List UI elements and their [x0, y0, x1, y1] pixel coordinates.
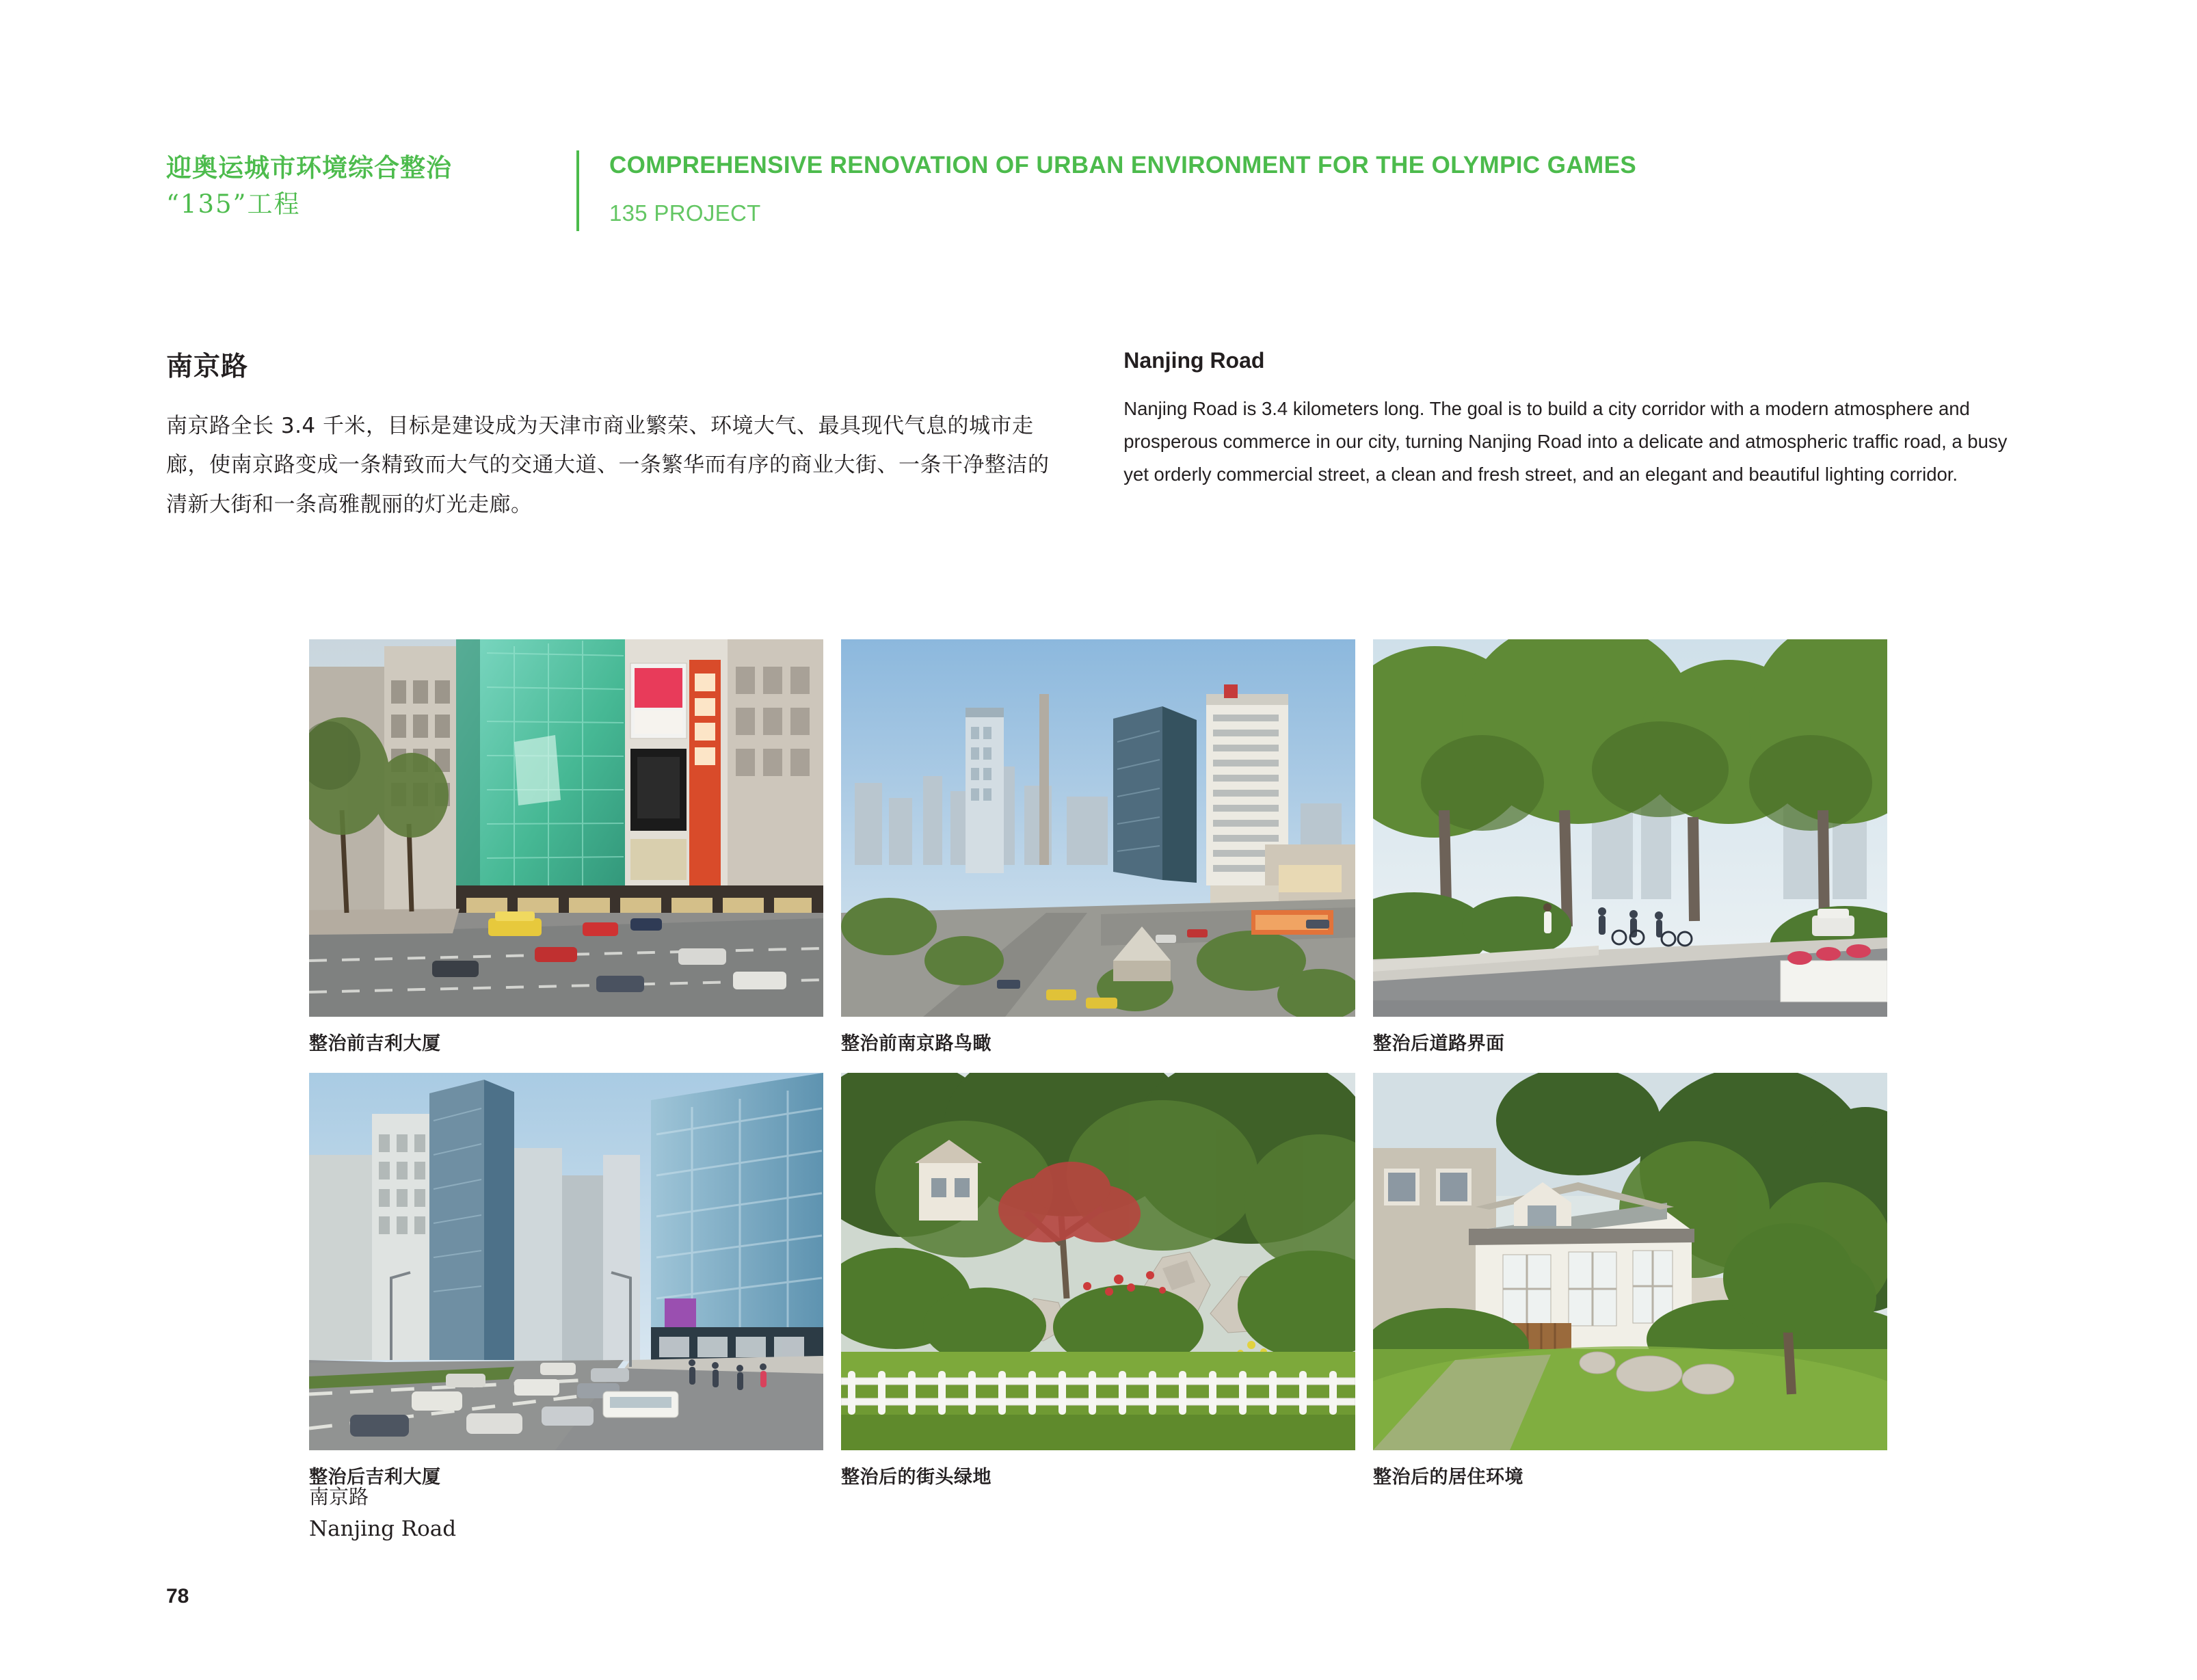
gallery-cell: [1373, 1073, 1887, 1489]
section-body-english: Nanjing Road is 3.4 kilometers long. The goal is to build a city corridor with a modern atmosphere and prosperous commerce in our city, turning Nanjing Road into a delicate and atmospheric traffic road, a busy yet orderly commercial street, a clean and fresh street, and an elegant and beautiful lighting corridor.: [1123, 398, 2008, 485]
gallery-cell: [309, 1073, 823, 1489]
photo-caption: 整治前南京路鸟瞰: [841, 1033, 991, 1054]
intro-chinese-column: [166, 345, 1062, 546]
gallery-cell: [1373, 639, 1887, 1055]
intro-english-column: [1123, 345, 2033, 546]
photo-illustration: [841, 1073, 1355, 1450]
gallery-row-2: [309, 1073, 1889, 1489]
photo-illustration: [1373, 1073, 1887, 1450]
photo-caption: 整治后道路界面: [1373, 1033, 1505, 1054]
section-title-english: Nanjing Road: [1123, 348, 1265, 373]
photo-after-jili-building: [309, 1073, 823, 1450]
photo-illustration: [309, 639, 823, 1017]
header-english-block: [609, 150, 1636, 226]
header-english-subtitle: 135 PROJECT: [609, 200, 761, 226]
gallery-cell: [841, 639, 1355, 1055]
photo-after-road-interface: [1373, 639, 1887, 1017]
figure-group-label: [309, 1482, 456, 1545]
photo-before-nanjing-road-aerial: [841, 639, 1355, 1017]
page-number: 78: [166, 1585, 189, 1608]
photo-gallery: [309, 639, 1889, 1489]
photo-after-street-green-space: [841, 1073, 1355, 1450]
photo-caption: 整治后的街头绿地: [841, 1467, 991, 1488]
photo-caption: 整治后的居住环境: [1373, 1467, 1523, 1488]
gallery-cell: [309, 639, 823, 1055]
photo-illustration: [1373, 639, 1887, 1017]
photo-after-residential-environment: [1373, 1073, 1887, 1450]
photo-illustration: [841, 639, 1355, 1017]
gallery-cell: [841, 1073, 1355, 1489]
gallery-row-1: [309, 639, 1889, 1055]
photo-before-jili-building: [309, 639, 823, 1017]
header-chinese-title: [166, 150, 576, 222]
figure-group-label-chinese: 南京路: [309, 1485, 369, 1508]
section-title-chinese: 南京路: [166, 351, 249, 382]
intro-section: [166, 345, 2033, 546]
photo-caption: 整治前吉利大厦: [309, 1033, 441, 1054]
section-body-chinese: 南京路全长 3.4 千米，目标是建设成为天津市商业繁荣、环境大气、最具现代气息的城市走廊，使南京路变成一条精致而大气的交通大道、一条繁华而有序的商业大街、一条干净整洁的清新大街和一条高雅靓丽的灯光走廊。: [166, 414, 1050, 517]
photo-illustration: [309, 1073, 823, 1450]
photo-caption: 整治后吉利大厦: [309, 1467, 441, 1488]
header-chinese-line1: 迎奥运城市环境综合整治: [166, 153, 452, 183]
figure-group-label-english: Nanjing Road: [309, 1517, 457, 1542]
page-header: [166, 150, 2012, 231]
header-english-title: COMPREHENSIVE RENOVATION OF URBAN ENVIRONMENT FOR THE OLYMPIC GAMES: [609, 152, 1637, 178]
header-divider: [576, 150, 579, 231]
header-chinese-line2: “135”工程: [166, 189, 301, 219]
